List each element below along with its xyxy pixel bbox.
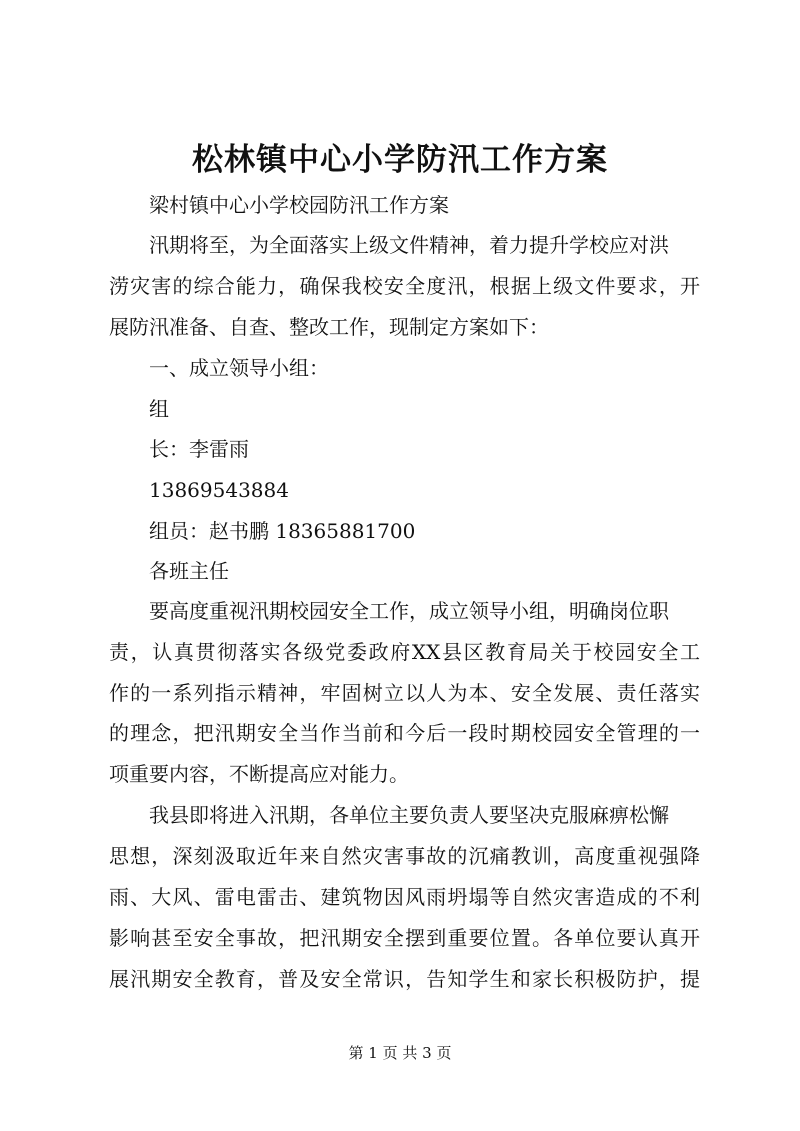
document-title: 松林镇中心小学防汛工作方案	[192, 142, 608, 178]
paragraph-1-line-1: 汛期将至，为全面落实上级文件精神，着力提升学校应对洪	[149, 233, 669, 257]
paragraph-1-line-2: 涝灾害的综合能力，确保我校安全度汛，根据上级文件要求，开	[109, 274, 700, 298]
paragraph-3-line-4: 影响甚至安全事故，把汛期安全摆到重要位置。各单位要认真开	[109, 926, 700, 950]
paragraph-2-line-3: 作的一系列指示精神，牢固树立以人为本、安全发展、责任落实	[109, 681, 700, 705]
leader-label-part-1: 组	[149, 397, 169, 421]
paragraph-3-line-5: 展汛期安全教育，普及安全常识，告知学生和家长积极防护，提	[109, 967, 700, 991]
paragraph-2-line-4: 的理念，把汛期安全当作当前和今后一段时期校园安全管理的一	[109, 721, 700, 745]
paragraph-2-line-2: 责，认真贯彻落实各级党委政府XX县区教育局关于校园安全工	[109, 640, 700, 664]
section-1-heading: 一、成立领导小组：	[149, 356, 329, 380]
page-footer: 第 1 页 共 3 页	[348, 1044, 452, 1062]
leader-label-part-2: 长：李雷雨	[149, 437, 249, 461]
paragraph-1-line-3: 展防汛准备、自查、整改工作，现制定方案如下：	[109, 315, 549, 339]
paragraph-3-line-3: 雨、大风、雷电雷击、建筑物因风雨坍塌等自然灾害造成的不利	[109, 885, 700, 909]
paragraph-3-line-2: 思想，深刻汲取近年来自然灾害事故的沉痛教训，高度重视强降	[109, 844, 700, 868]
members-line: 组员：赵书鹏 18365881700	[149, 519, 416, 543]
paragraph-2-line-1: 要高度重视汛期校园安全工作，成立领导小组，明确岗位职	[149, 599, 669, 623]
subtitle-line: 梁村镇中心小学校园防汛工作方案	[149, 193, 449, 217]
paragraph-2-line-5: 项重要内容，不断提高应对能力。	[109, 762, 409, 786]
paragraph-3-line-1: 我县即将进入汛期，各单位主要负责人要坚决克服麻痹松懈	[149, 803, 669, 827]
class-heads-line: 各班主任	[149, 559, 229, 583]
leader-phone: 13869543884	[149, 478, 289, 502]
